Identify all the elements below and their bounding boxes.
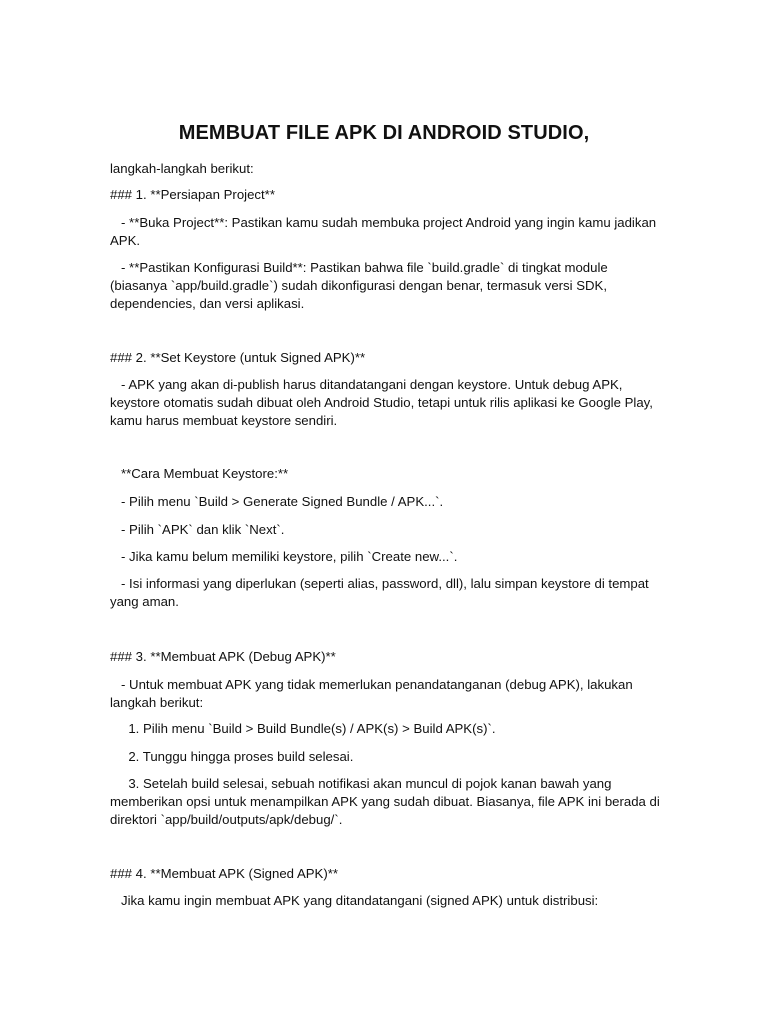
subheading-create-keystore: **Cara Membuat Keystore:** — [110, 466, 289, 481]
list-item-debug-2: 2. Tunggu hingga proses build selesai. — [110, 749, 354, 764]
document-title: MEMBUAT FILE APK DI ANDROID STUDIO, — [178, 122, 590, 144]
list-item-debug-1: 1. Pilih menu `Build > Build Bundle(s) / APK(s) > Build APK(s)`. — [110, 721, 496, 736]
list-item-debug-3: 3. Setelah build selesai, sebuah notifikasi akan muncul di pojok kanan bawah yang memberikan opsi untuk menampilkan APK yang sudah dibuat. Biasanya, file APK ini berada di direktori `app/build/outputs/apk/debug/`. — [110, 776, 664, 827]
paragraph-open-project: - **Buka Project**: Pastikan kamu sudah membuka project Android yang ingin kamu jadikan APK. — [110, 215, 660, 248]
paragraph-intro: langkah-langkah berikut: — [110, 161, 254, 176]
heading-step-3: ### 3. **Membuat APK (Debug APK)** — [110, 649, 336, 664]
heading-step-4: ### 4. **Membuat APK (Signed APK)** — [110, 866, 338, 881]
heading-step-1: ### 1. **Persiapan Project** — [110, 187, 275, 202]
paragraph-keystore-step-menu: - Pilih menu `Build > Generate Signed Bundle / APK...`. — [110, 494, 444, 509]
paragraph-debug-intro: - Untuk membuat APK yang tidak memerlukan penandatanganan (debug APK), lakukan langkah berikut: — [110, 677, 637, 710]
heading-step-2: ### 2. **Set Keystore (untuk Signed APK)** — [110, 350, 366, 365]
paragraph-keystore-step-info: - Isi informasi yang diperlukan (seperti alias, password, dll), lalu simpan keystore di tempat yang aman. — [110, 576, 653, 609]
paragraph-signed-intro: Jika kamu ingin membuat APK yang ditandatangani (signed APK) untuk distribusi: — [110, 893, 599, 908]
paragraph-keystore-intro: - APK yang akan di-publish harus ditandatangani dengan keystore. Untuk debug APK, keystore otomatis sudah dibuat oleh Android Studio, tetapi untuk rilis aplikasi ke Google Play, kamu harus membuat keystore sendiri. — [110, 377, 657, 428]
paragraph-build-config: - **Pastikan Konfigurasi Build**: Pastikan bahwa file `build.gradle` di tingkat module (biasanya `app/build.gradle`) sudah dikonfigurasi dengan benar, termasuk versi SDK, dependencies, dan versi aplikasi. — [110, 260, 612, 311]
paragraph-keystore-step-apk: - Pilih `APK` dan klik `Next`. — [110, 522, 285, 537]
paragraph-keystore-step-new: - Jika kamu belum memiliki keystore, pilih `Create new...`. — [110, 549, 458, 564]
